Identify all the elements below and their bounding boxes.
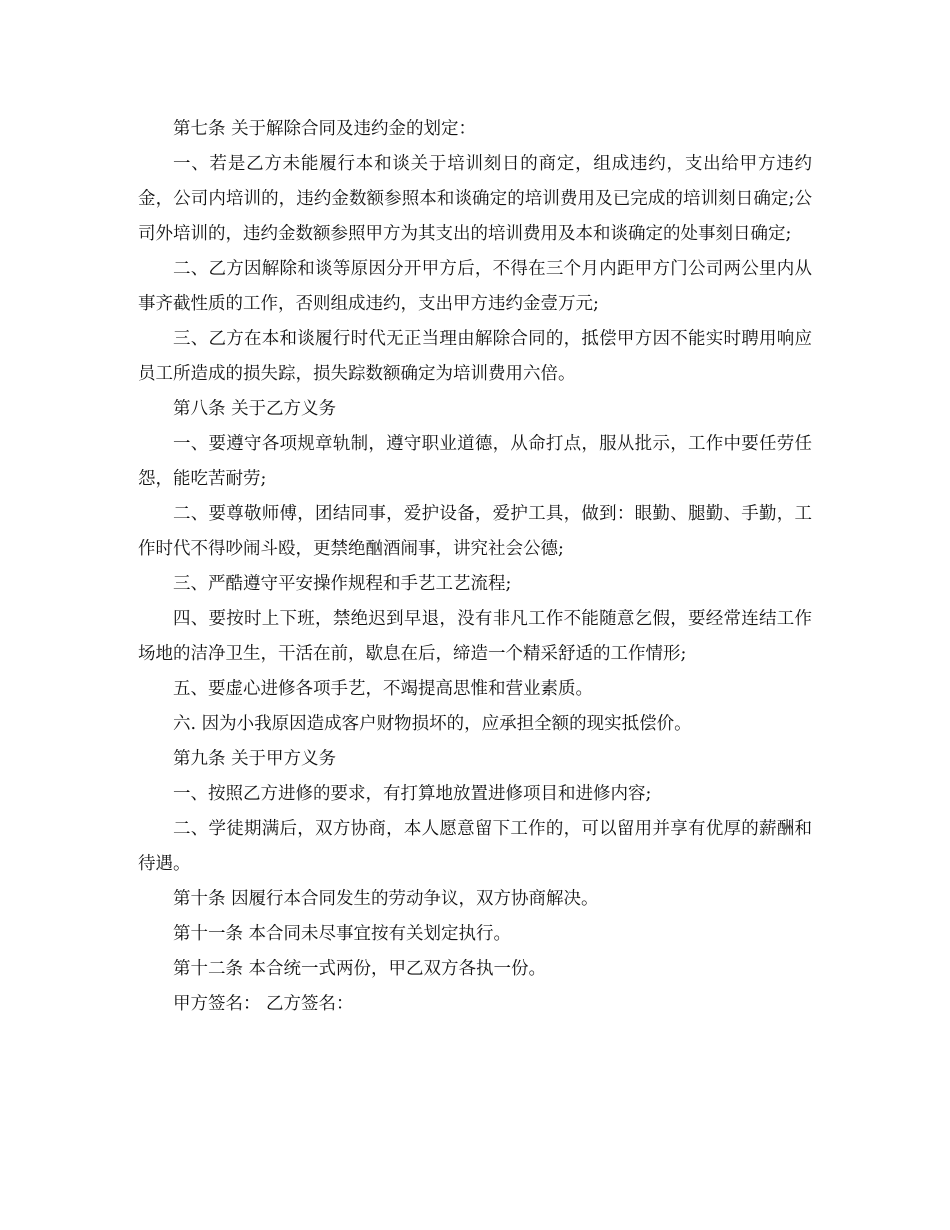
article-12: 第十二条 本合统一式两份，甲乙双方各执一份。 [173,959,547,979]
article-10: 第十条 因履行本合同发生的劳动争议，双方协商解决。 [173,889,599,909]
signature-line: 甲方签名： 乙方签名： [173,994,354,1014]
article-7-item-3: 三、乙方在本和谈履行时代无正当理由解除合同的，抵偿甲方因不能实时聘用响应员工所造成的损失踪，损失踪数额确定为培训费用六倍。 [138,329,812,384]
article-8-item-1: 一、要遵守各项规章轨制，遵守职业道德，从命打点，服从批示，工作中要任劳任怨，能吃苦耐劳; [138,434,812,489]
article-7-item-1: 一、若是乙方未能履行本和谈关于培训刻日的商定，组成违约，支出给甲方违约金，公司内培训的，违约金数额参照本和谈确定的培训费用及已完成的培训刻日确定;公司外培训的，违约金数额参照甲方为其支出的培训费用及本和谈确定的处事刻日确定; [138,154,812,244]
article-9-heading: 第九条 关于甲方义务 [173,749,337,769]
document-body [138,112,812,1022]
article-9-item-1: 一、按照乙方进修的要求，有打算地放置进修项目和进修内容; [173,784,652,804]
article-8-item-4: 四、要按时上下班，禁绝迟到早退，没有非凡工作不能随意乞假，要经常连结工作场地的洁净卫生，干活在前，歇息在后，缔造一个精采舒适的工作情形; [138,609,812,664]
article-11: 第十一条 本合同未尽事宜按有关划定执行。 [173,924,512,944]
article-8-item-3: 三、严酷遵守平安操作规程和手艺工艺流程; [173,574,512,594]
article-9-item-2: 二、学徒期满后，双方协商，本人愿意留下工作的，可以留用并享有优厚的薪酬和待遇。 [138,819,812,874]
article-8-heading: 第八条 关于乙方义务 [173,399,337,419]
article-7-heading: 第七条 关于解除合同及违约金的划定： [173,119,477,139]
article-7-item-2: 二、乙方因解除和谈等原因分开甲方后，不得在三个月内距甲方门公司两公里内从事齐截性质的工作，否则组成违约，支出甲方违约金壹万元; [138,259,812,314]
article-8-item-5: 五、要虚心进修各项手艺，不竭提高思惟和营业素质。 [173,679,593,699]
article-8-item-6: 六. 因为小我原因造成客户财物损坏的，应承担全额的现实抵偿价。 [173,714,692,734]
article-8-item-2: 二、要尊敬师傅，团结同事，爱护设备，爱护工具，做到：眼勤、腿勤、手勤，工作时代不得吵闹斗殴，更禁绝酗酒闹事，讲究社会公德; [138,504,812,559]
